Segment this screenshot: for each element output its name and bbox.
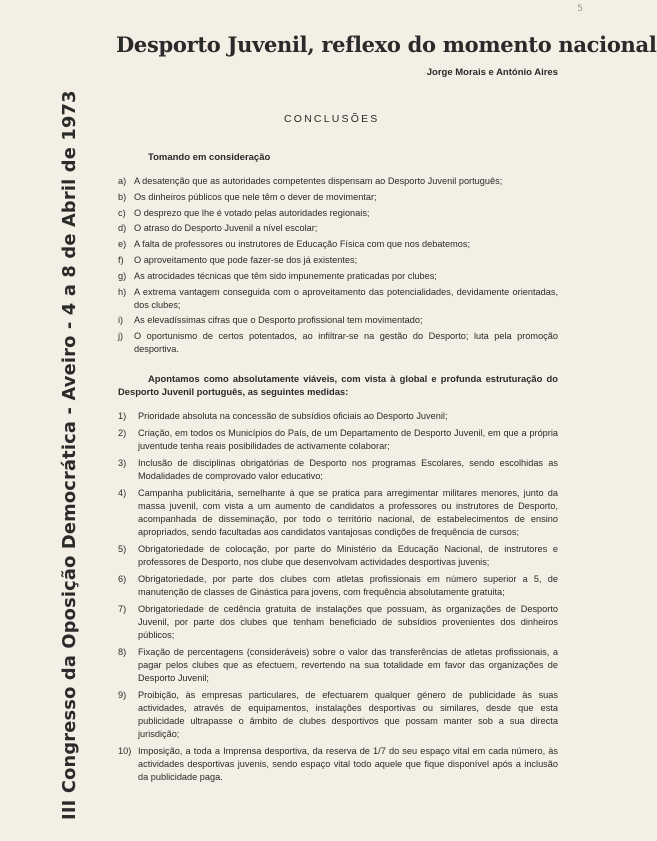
list-item: [118, 175, 558, 188]
list-text: O atraso do Desporto Juvenil a nível escolar;: [134, 223, 318, 234]
list-item: [118, 286, 558, 312]
list-text: Fixação de percentagens (consideráveis) sobre o valor das transferências de atletas profissionais, a pagar pelos clubes que as efectuem, revertendo na sua totalidade em favor das organizações de Desporto Juvenil;: [138, 647, 558, 683]
intro-heading: Tomando em consideração: [148, 152, 271, 163]
list-marker: 1): [118, 411, 127, 421]
list-marker: c): [118, 207, 126, 218]
list-item: [118, 543, 558, 569]
list-item: [118, 487, 558, 539]
list-item: [118, 207, 558, 220]
list-text: Prioridade absoluta na concessão de subsídios oficiais ao Desporto Juvenil;: [138, 411, 448, 421]
list-text: A desatenção que as autoridades competentes dispensam ao Desporto Juvenil português;: [134, 176, 503, 186]
list-marker: a): [118, 176, 127, 186]
list-item: [118, 457, 558, 483]
list-item: [118, 427, 558, 453]
section-title: CONCLUSÕES: [284, 113, 380, 125]
list-item: [118, 270, 558, 283]
list-text: Os dinheiros públicos que nele têm o dever de movimentar;: [134, 191, 377, 202]
page-marker: 5: [577, 4, 583, 14]
list-text: A falta de professores ou instrutores de Educação Física com que nos debatemos;: [134, 239, 471, 250]
list-item: [118, 238, 558, 251]
list-marker: g): [118, 270, 127, 281]
list-text: Inclusão de disciplinas obrigatórias de Desporto nos programas Escolares, sendo escolhidas as Modalidades de comprovado valor educativo;: [138, 458, 558, 481]
article-authors: Jorge Morais e António Aires: [426, 67, 558, 78]
considerations-list: [118, 175, 558, 359]
list-item: [118, 330, 558, 356]
list-marker: d): [118, 223, 127, 234]
list-text: As elevadíssimas cifras que o Desporto profissional tem movimentado;: [134, 315, 423, 326]
list-text: Criação, em todos os Municípios do País, de um Departamento de Desporto Juvenil, em que a própria juventude tenha reais posibilidades de activamente colaborar;: [138, 428, 558, 451]
list-marker: 10): [118, 746, 132, 756]
list-item: [118, 222, 558, 235]
list-item: [118, 603, 558, 642]
list-marker: 3): [118, 458, 127, 468]
list-marker: e): [118, 239, 127, 250]
list-text: A extrema vantagem conseguida com o aproveitamento das potencialidades, devidamente orientadas, dos clubes;: [134, 286, 558, 310]
list-text: O desprezo que lhe é votado pelas autoridades regionais;: [134, 207, 370, 218]
list-item: [118, 314, 558, 327]
list-item: [118, 191, 558, 204]
list-marker: h): [118, 286, 127, 297]
list-marker: 2): [118, 428, 127, 438]
list-marker: b): [118, 191, 127, 202]
list-item: [118, 646, 558, 685]
list-marker: f): [118, 254, 124, 265]
list-text: Obrigatoriedade, por parte dos clubes com atletas profissionais em número superior a 5, de manutenção de classes de Ginástica para jovens, com frequência absolutamente gratuita;: [138, 574, 558, 597]
list-text: Obrigatoriedade de cedência gratuita de instalações que possuam, às organizações de Desporto Juvenil, por parte dos clubes que tenham beneficiado de subsídios provenientes dos dinheiros públicos;: [138, 604, 558, 640]
list-text: Campanha publicitária, semelhante à que se pratica para arregimentar militares menores, junto da massa juvenil, com vista a um aumento de candidatos a professores ou instrutores de Desporto, acompanhada de disseminação, por todo o território nacional, de estabelecimentos de ensino apropriados, sendo facultadas aos candidatos vantajosas condições de frequência de cursos;: [138, 488, 558, 537]
list-marker: 5): [118, 544, 127, 554]
article-title: Desporto Juvenil, reflexo do momento nacional: [116, 32, 657, 57]
congress-sidebar: [52, 30, 88, 820]
list-marker: j): [118, 331, 124, 342]
list-text: Imposição, a toda a Imprensa desportiva, da reserva de 1/7 do seu espaço vital em cada número, às actividades desportivas juvenis, sendo espaço vital todo aquele que fique disponível após a inclusão da publicidade paga.: [138, 746, 558, 782]
congress-sidebar-text: III Congresso da Oposição Democrática - Aveiro - 4 a 8 de Abril de 1973: [59, 90, 80, 820]
list-marker: 7): [118, 604, 127, 614]
list-item: [118, 254, 558, 267]
list-text: O aproveitamento que pode fazer-se dos já existentes;: [134, 254, 358, 265]
measures-intro: Apontamos como absolutamente viáveis, com vista à global e profunda estruturação do Desporto Juvenil português, as seguintes medidas:: [118, 373, 558, 397]
list-item: [118, 573, 558, 599]
list-text: Obrigatoriedade de colocação, por parte do Ministério da Educação Nacional, de instrutores e professores de Desporto, nos clube que desenvolvam actividades desportivas juvenis;: [138, 544, 558, 567]
list-text: As atrocidades técnicas que têm sido impunemente praticadas por clubes;: [134, 270, 437, 281]
list-marker: i): [118, 315, 124, 326]
list-marker: 8): [118, 647, 127, 657]
list-item: [118, 745, 558, 784]
list-marker: 6): [118, 574, 127, 584]
list-marker: 9): [118, 690, 127, 700]
list-marker: 4): [118, 488, 127, 498]
list-item: [118, 410, 558, 423]
list-text: O oportunismo de certos potentados, ao infiltrar-se na gestão do Desporto; luta pela promoção desportiva.: [134, 331, 558, 355]
measures-list: [118, 410, 558, 788]
list-text: Proibição, às empresas particulares, de efectuarem qualquer género de publicidade às suas actividades, através de equipamentos, instalações desportivas ou similares, desde que esta publicidade ultrapasse o âmbito de clubes desportivos que possam manter sob a sua directa jurisdição;: [138, 690, 558, 739]
list-item: [118, 689, 558, 741]
